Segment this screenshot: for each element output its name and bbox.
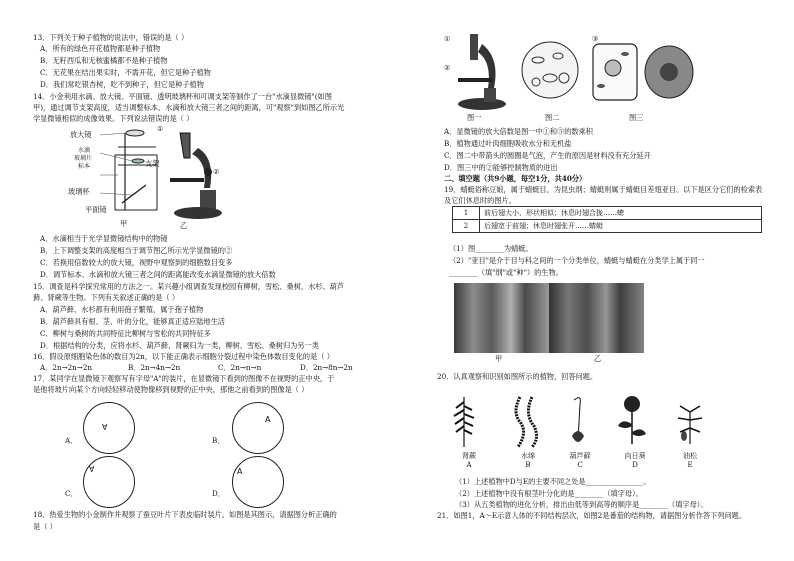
label-stand: 支架 — [145, 159, 160, 168]
q19-line-1: 19．蜻蜓俗称豆娘，属于蜻蜓目，为昆虫纲；蜻蜓则属于蜻蜓目差翅亚目。以下是区分它们的检索表 — [444, 185, 763, 194]
q19-line-2: 及它们休息时的图片。 — [444, 196, 516, 205]
q17-view-c — [83, 456, 135, 508]
plant-c — [560, 452, 600, 470]
label-num-2: ② — [213, 167, 220, 176]
fig3-caption: 图三 — [629, 113, 644, 122]
label-sample: 标本 — [78, 163, 91, 170]
q13-option-d: D．我们常吃银杏树，吃不到种子，但它是种子植物 — [40, 80, 204, 89]
plant-e-letter: E — [687, 461, 693, 470]
q17-glyph-a: ∀ — [102, 423, 108, 432]
photo-label-yi: 乙 — [594, 354, 602, 363]
q17-option-b: B． — [212, 436, 225, 445]
plant-b — [514, 452, 542, 470]
fig3-num-3: ③ — [592, 34, 599, 43]
q15-option-a: A．葫芦藓、水杉都有利用孢子繁殖，属于孢子植物 — [40, 305, 204, 314]
spirogyra-drawing — [516, 397, 537, 447]
q18-line-1: 18．热爱生物的小金制作并观察了蚕豆叶片下表皮临时装片，如图是其图示，请据图分析正确的 — [33, 510, 337, 519]
cell-figure-3 — [589, 38, 699, 108]
moss-drawing — [572, 398, 584, 442]
q19-key-table — [452, 206, 762, 233]
q19-blank-2b: ________（填"纲"或"种"）的生物。 — [449, 268, 563, 277]
q17-view-a — [83, 402, 135, 454]
plant-c-letter: C — [577, 461, 583, 470]
key-num: 2 — [453, 220, 480, 233]
q14-line-1: 14．小金利用水滴、放大镜、平面镜、透明玻璃杯和可调支架等制作了一台"水滴显微镜"(如图 — [33, 92, 332, 101]
microscope-figure-1 — [452, 32, 512, 112]
pine-drawing — [678, 406, 702, 444]
plant-a-letter: A — [466, 461, 472, 470]
q19-blank-2a: （2）"亚目"是介于目与科之间的一个分类单位，蜻蜓与蜻蜓在分类学上属于同一 — [449, 256, 705, 265]
label-jia: 甲 — [120, 219, 128, 228]
stomata-figure-2 — [520, 38, 580, 103]
q14-line-3: 学显微镜相似的成像效果。下列说法错误的是（ ） — [33, 114, 194, 123]
q13-option-b: B．无籽西瓜和无核蜜橘都不是种子植物 — [40, 56, 168, 65]
q15-line-2: 藓、肾蕨等生物。下列有关叙述正确的是（ ） — [33, 293, 180, 302]
section-title: 二、填空题（共9小题，每空1分，共40分） — [444, 174, 587, 183]
q18-line-2: 是（ ） — [33, 522, 57, 531]
q13-option-a: A．所有的绿色开花植物都是种子植物 — [40, 44, 161, 53]
plant-d-name: 向日葵 — [624, 452, 646, 460]
q14-option-c: C．若换用倍数较大的放大镜，视野中观察到的细胞数目变多 — [40, 258, 233, 267]
fig1-caption: 图一 — [467, 113, 482, 122]
q15-option-c: C．柳树与桑树的共同特征比柳树与雪松的共同特征多 — [40, 329, 211, 338]
q14-option-a: A．水滴相当于光学显微镜结构中的物镜 — [40, 234, 168, 243]
key-text: 前后翅大小、形状相似；休息时翅合拢……蟌 — [480, 207, 762, 220]
label-magnifier: 放大镜 — [70, 130, 92, 139]
q17-glyph-c: ∀ — [89, 465, 95, 474]
q17-option-d: D． — [212, 489, 225, 498]
sunflower-drawing — [618, 396, 646, 444]
label-cup: 玻璃杯 — [68, 187, 90, 196]
key-row — [453, 220, 762, 233]
key-text: 后翅宽于前翅；休息时翅张开……蜻蜓 — [480, 220, 762, 233]
q17-glyph-b: A — [265, 415, 271, 424]
q15-option-d: D．根据结构的分类，应将水杉、葫芦藓、肾蕨归为一类，柳树、雪松、桑树归为另一类 — [40, 341, 319, 350]
plants-illustration — [452, 392, 722, 452]
label-mirror: 平面镜 — [85, 205, 107, 214]
dragonfly-photo — [549, 283, 644, 353]
q17-option-c: C． — [65, 489, 78, 498]
fig2-caption: 图二 — [545, 113, 560, 122]
q19-blank-1: （1）图________为蜻蜓。 — [449, 244, 533, 253]
q18-option-a: A．显微镜的放大倍数是图一中①和⑤的数乘积 — [444, 127, 593, 136]
q21-stem: 21．如图1，A～E示意人体的不同结构层次，如图2是番茄的结构物，请据图分析作答下列问题。 — [437, 511, 747, 520]
q17-option-a: A． — [65, 436, 78, 445]
fig1-num-1: ① — [444, 34, 451, 43]
label-yi: 乙 — [180, 221, 188, 230]
plant-c-name: 葫芦藓 — [569, 452, 591, 460]
q16-option-c: C．2n→n→n — [218, 363, 262, 372]
plant-d-letter: D — [632, 461, 638, 470]
plant-a — [455, 452, 483, 470]
q13-option-c: C．无花果在结出果实时，不需开花，但它是种子植物 — [40, 68, 211, 77]
q17-line-1: 17．某同学在显微镜下观察写有字母"A"的装片，在显微镜下看到的图像不在视野的正中央，于 — [33, 374, 335, 383]
q18-option-d: D．图三中的②能够控制物质的进出 — [444, 163, 558, 172]
q16-stem: 16．假设原细胞染色体的数目为2n，以下能正确表示细胞分裂过程中染色体数目变化的是（ ） — [33, 352, 334, 361]
q17-view-b — [232, 402, 284, 454]
fig1-num-2: ② — [444, 63, 451, 72]
damselfly-photo — [454, 283, 549, 353]
q14-option-b: B．上下调整支架的高度相当于调节图乙所示光学显微镜的② — [40, 246, 233, 255]
fern-drawing — [454, 397, 474, 447]
q18-option-c: C．图二中带箭头的圆圈是气泡，产生的原因是材料没有充分延开 — [444, 151, 651, 160]
q17-view-d — [232, 456, 284, 508]
q20-stem: 20．认真观察和识别如图所示的植物，回答问题。 — [437, 372, 598, 381]
plant-b-letter: B — [525, 461, 531, 470]
key-row — [453, 207, 762, 220]
q20-blank-3: （3）从五类植物的进化分析，排出由低等到高等的顺序是________（填字母）。 — [455, 500, 708, 509]
q14-line-2: 甲)，通过调节支架高度，适当调整标本、水滴和放大镜三者之间的距离，可"观察"到如图乙所示光 — [33, 103, 345, 112]
q20-blank-2: （2）上述植物中没有根茎叶分化的是________（填字母）。 — [455, 489, 643, 498]
q18-option-b: B．植物通过叶肉细胞吸收水分和无机盐 — [444, 139, 572, 148]
q16-option-d: D．2n→8n→2n — [300, 363, 353, 372]
q17-glyph-d: A — [237, 467, 243, 476]
plant-b-name: 水绵 — [521, 452, 535, 460]
q14-option-d: D．调节标本、水滴和放大镜三者之间的距离能改变水滴显微镜的放大倍数 — [40, 270, 276, 279]
plant-e-name: 油松 — [683, 452, 697, 460]
q16-option-b: B．2n→4n→2n — [128, 363, 181, 372]
q17-line-2: 是他将玻片向某个方向轻轻移动使物像移到视野的正中央，那他之前看到的图像是（ ） — [33, 385, 309, 394]
plant-e — [675, 452, 705, 470]
q15-option-b: B．葫芦藓具有根、茎、叶的分化，能够真正适应陆地生活 — [40, 317, 225, 326]
plant-d — [615, 452, 655, 470]
q16-option-a: A．2n→2n→2n — [40, 363, 93, 372]
label-num-1: ① — [157, 124, 164, 133]
q13-stem: 13．下列关于种子植物的说法中，错误的是（ ） — [33, 33, 189, 42]
q20-blank-1: （1）上述植物中D与E的主要不同之处是________________。 — [455, 477, 651, 486]
label-glass: 玻璃片 — [74, 155, 93, 162]
q15-line-1: 15．调查是科学探究常用的方法之一。某兴趣小组调查发现校园有柳树，雪松、桑树、水杉、葫芦 — [33, 282, 345, 291]
photo-label-jia: 甲 — [495, 354, 503, 363]
label-water: 水滴 — [78, 147, 91, 154]
plant-a-name: 肾蕨 — [462, 452, 476, 460]
right-column — [397, 0, 794, 561]
key-num: 1 — [453, 207, 480, 220]
